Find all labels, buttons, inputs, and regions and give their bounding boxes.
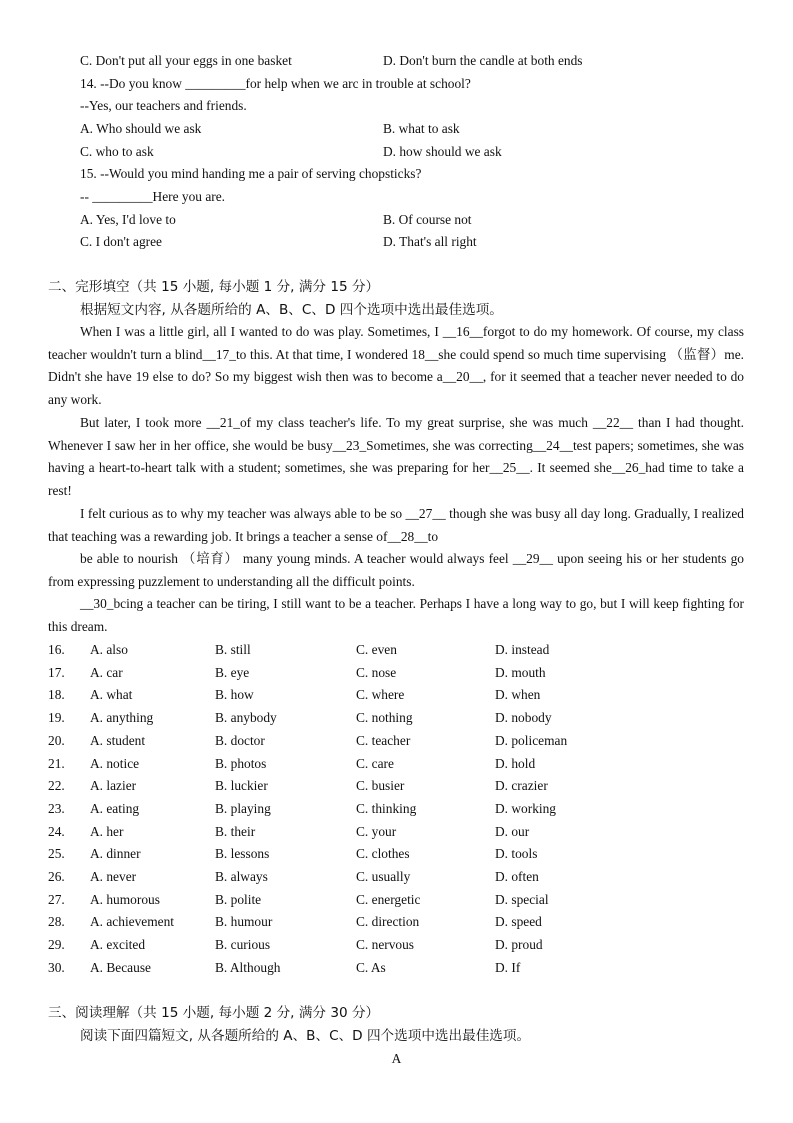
question-number: 29. — [48, 937, 65, 953]
q15-option-d: D. That's all right — [383, 234, 477, 249]
option-b: B. still — [215, 642, 251, 657]
q14-option-a: A. Who should we ask — [80, 121, 202, 136]
option-c: C. energetic — [356, 891, 421, 907]
question-number: 26. — [48, 869, 65, 884]
question-number: 28. — [48, 914, 65, 930]
cloze-option-row — [48, 687, 744, 709]
question-number: 21. — [48, 755, 65, 771]
question-number: 27. — [48, 891, 65, 907]
option-d: D. mouth — [495, 664, 546, 680]
option-b: B. their — [215, 823, 256, 839]
cloze-option-row — [48, 960, 744, 982]
option-b: B. polite — [215, 891, 262, 907]
cloze-paragraph-4-text: __30_bcing a teacher can be tiring, I still want to be a teacher. Perhaps I have a long way to go, but I will keep fighting for this dream. — [48, 596, 744, 634]
q13-option-d: D. Don't burn the candle at both ends — [383, 53, 583, 68]
option-c: C. nose — [356, 664, 397, 680]
option-b: B. always — [215, 869, 268, 884]
option-a: A. eating — [90, 800, 140, 816]
option-d: D. hold — [495, 755, 536, 771]
q15-option-b: B. Of course not — [383, 212, 472, 227]
option-b: B. anybody — [215, 710, 277, 726]
option-c: C. your — [356, 823, 397, 839]
q14-reply: --Yes, our teachers and friends. — [80, 98, 247, 113]
q13-option-c: C. Don't put all your eggs in one basket — [80, 53, 292, 68]
question-number: 19. — [48, 710, 65, 726]
option-b: B. humour — [215, 914, 273, 930]
section3-instruction: 阅读下面四篇短文, 从各题所给的 A、B、C、D 四个选项中选出最佳选项。 — [80, 1028, 531, 1044]
cloze-option-row — [48, 756, 744, 778]
option-b: B. lessons — [215, 846, 270, 862]
cloze-paragraph-1-text: When I was a little girl, all I wanted to do was play. Sometimes, I __16__forgot to do my homework. Of course, my class teacher wouldn't turn a blind__17_to this. At that time, I wondered 18__she could spend so much time supervising （监督）me. Didn't she have 19 else to do? So my biggest wish then was to become a__20__, for it seemed that a teacher never needed to do any work. — [48, 324, 744, 408]
option-c: C. direction — [356, 914, 420, 930]
option-c: C. usually — [356, 869, 411, 884]
option-c: C. As — [356, 959, 386, 975]
cloze-option-row — [48, 914, 744, 936]
q15-stem: 15. --Would you mind handing me a pair of serving chopsticks? — [80, 166, 422, 181]
cloze-paragraph-1 — [48, 321, 744, 412]
question-number: 17. — [48, 664, 65, 680]
question-number: 22. — [48, 778, 65, 794]
option-a: A. car — [90, 664, 123, 680]
question-number: 30. — [48, 959, 65, 975]
option-a: A. notice — [90, 755, 140, 771]
cloze-option-row — [48, 869, 744, 891]
option-a: A. what — [90, 687, 133, 703]
cloze-option-row — [48, 801, 744, 823]
option-a: A. excited — [90, 937, 146, 953]
option-c: C. teacher — [356, 732, 411, 748]
question-number: 23. — [48, 800, 65, 816]
option-a: A. anything — [90, 710, 154, 726]
cloze-option-row — [48, 846, 744, 868]
option-c: C. thinking — [356, 800, 417, 816]
section2-heading: 二、完形填空（共 15 小题, 每小题 1 分, 满分 15 分） — [48, 279, 380, 295]
q14-option-d: D. how should we ask — [383, 144, 502, 159]
option-c: C. where — [356, 687, 405, 703]
q15-reply: -- _________Here you are. — [80, 189, 226, 204]
option-a: A. her — [90, 823, 124, 839]
option-b: B. luckier — [215, 778, 268, 794]
cloze-option-row — [48, 710, 744, 732]
option-b: B. how — [215, 687, 254, 703]
option-d: D. when — [495, 687, 541, 703]
option-d: D. crazier — [495, 778, 548, 794]
option-a: A. achievement — [90, 914, 175, 930]
cloze-option-row — [48, 778, 744, 800]
option-b: B. photos — [215, 755, 267, 771]
cloze-option-row — [48, 642, 744, 664]
cloze-paragraph-2-text: But later, I took more __21_of my class teacher's life. To my great surprise, she was much __22__ than I had thought. Whenever I saw her in her office, she would be busy__23_Sometimes, she was correcting__24__test papers; sometimes, she was having a heart-to-heart talk with a student; sometimes, she was preparing for her__25__. It seemed she__26_had time to take a rest! — [48, 415, 744, 499]
option-d: D. working — [495, 800, 556, 816]
cloze-paragraph-2 — [48, 412, 744, 503]
option-d: D. nobody — [495, 710, 552, 726]
question-number: 16. — [48, 642, 65, 657]
cloze-option-row — [48, 665, 744, 687]
section2-instruction: 根据短文内容, 从各题所给的 A、B、C、D 四个选项中选出最佳选项。 — [80, 302, 503, 318]
option-d: D. our — [495, 823, 530, 839]
option-c: C. care — [356, 755, 394, 771]
question-number: 24. — [48, 823, 65, 839]
option-a: A. lazier — [90, 778, 137, 794]
question-number: 20. — [48, 732, 65, 748]
q14-option-b: B. what to ask — [383, 121, 460, 136]
option-d: D. instead — [495, 642, 550, 657]
option-a: A. never — [90, 869, 137, 884]
cloze-option-row — [48, 937, 744, 959]
cloze-option-row — [48, 892, 744, 914]
option-d: D. often — [495, 869, 539, 884]
option-a: A. Because — [90, 959, 151, 975]
cloze-paragraph-3b-text: be able to nourish （培育） many young minds. A teacher would always feel __29__ upon seeing his or her students go from expressing puzzlement to understanding all the difficult points. — [48, 551, 744, 589]
option-d: D. proud — [495, 937, 543, 953]
option-d: D. tools — [495, 846, 538, 862]
q14-stem: 14. --Do you know _________for help when we arc in trouble at school? — [80, 76, 471, 91]
section3-heading: 三、阅读理解（共 15 小题, 每小题 2 分, 满分 30 分） — [48, 1005, 380, 1021]
option-b: B. doctor — [215, 732, 265, 748]
option-d: D. special — [495, 891, 549, 907]
option-a: A. student — [90, 732, 146, 748]
option-b: B. Although — [215, 959, 281, 975]
q15-option-a: A. Yes, I'd love to — [80, 212, 176, 227]
cloze-paragraph-4 — [48, 593, 744, 638]
option-c: C. busier — [356, 778, 405, 794]
option-c: C. even — [356, 642, 397, 657]
passage-label: A — [391, 1051, 402, 1066]
option-c: C. nothing — [356, 710, 413, 726]
question-number: 25. — [48, 846, 65, 862]
option-b: B. playing — [215, 800, 271, 816]
option-a: A. also — [90, 642, 128, 657]
cloze-option-row — [48, 733, 744, 755]
cloze-option-row — [48, 824, 744, 846]
cloze-paragraph-3a-text: I felt curious as to why my teacher was always able to be so __27__ though she was busy all day long. Gradually, I realized that teaching was a rewarding job. It brings a teacher a sense of__28__to — [48, 506, 744, 544]
cloze-paragraph-3a — [48, 503, 744, 548]
option-a: A. humorous — [90, 891, 160, 907]
option-a: A. dinner — [90, 846, 141, 862]
cloze-paragraph-3b — [48, 548, 744, 593]
option-c: C. nervous — [356, 937, 415, 953]
q14-option-c: C. who to ask — [80, 144, 154, 159]
option-d: D. speed — [495, 914, 542, 930]
option-b: B. curious — [215, 937, 271, 953]
option-b: B. eye — [215, 664, 250, 680]
option-c: C. clothes — [356, 846, 410, 862]
option-d: D. If — [495, 959, 521, 975]
q15-option-c: C. I don't agree — [80, 234, 162, 249]
question-number: 18. — [48, 687, 65, 703]
option-d: D. policeman — [495, 732, 568, 748]
